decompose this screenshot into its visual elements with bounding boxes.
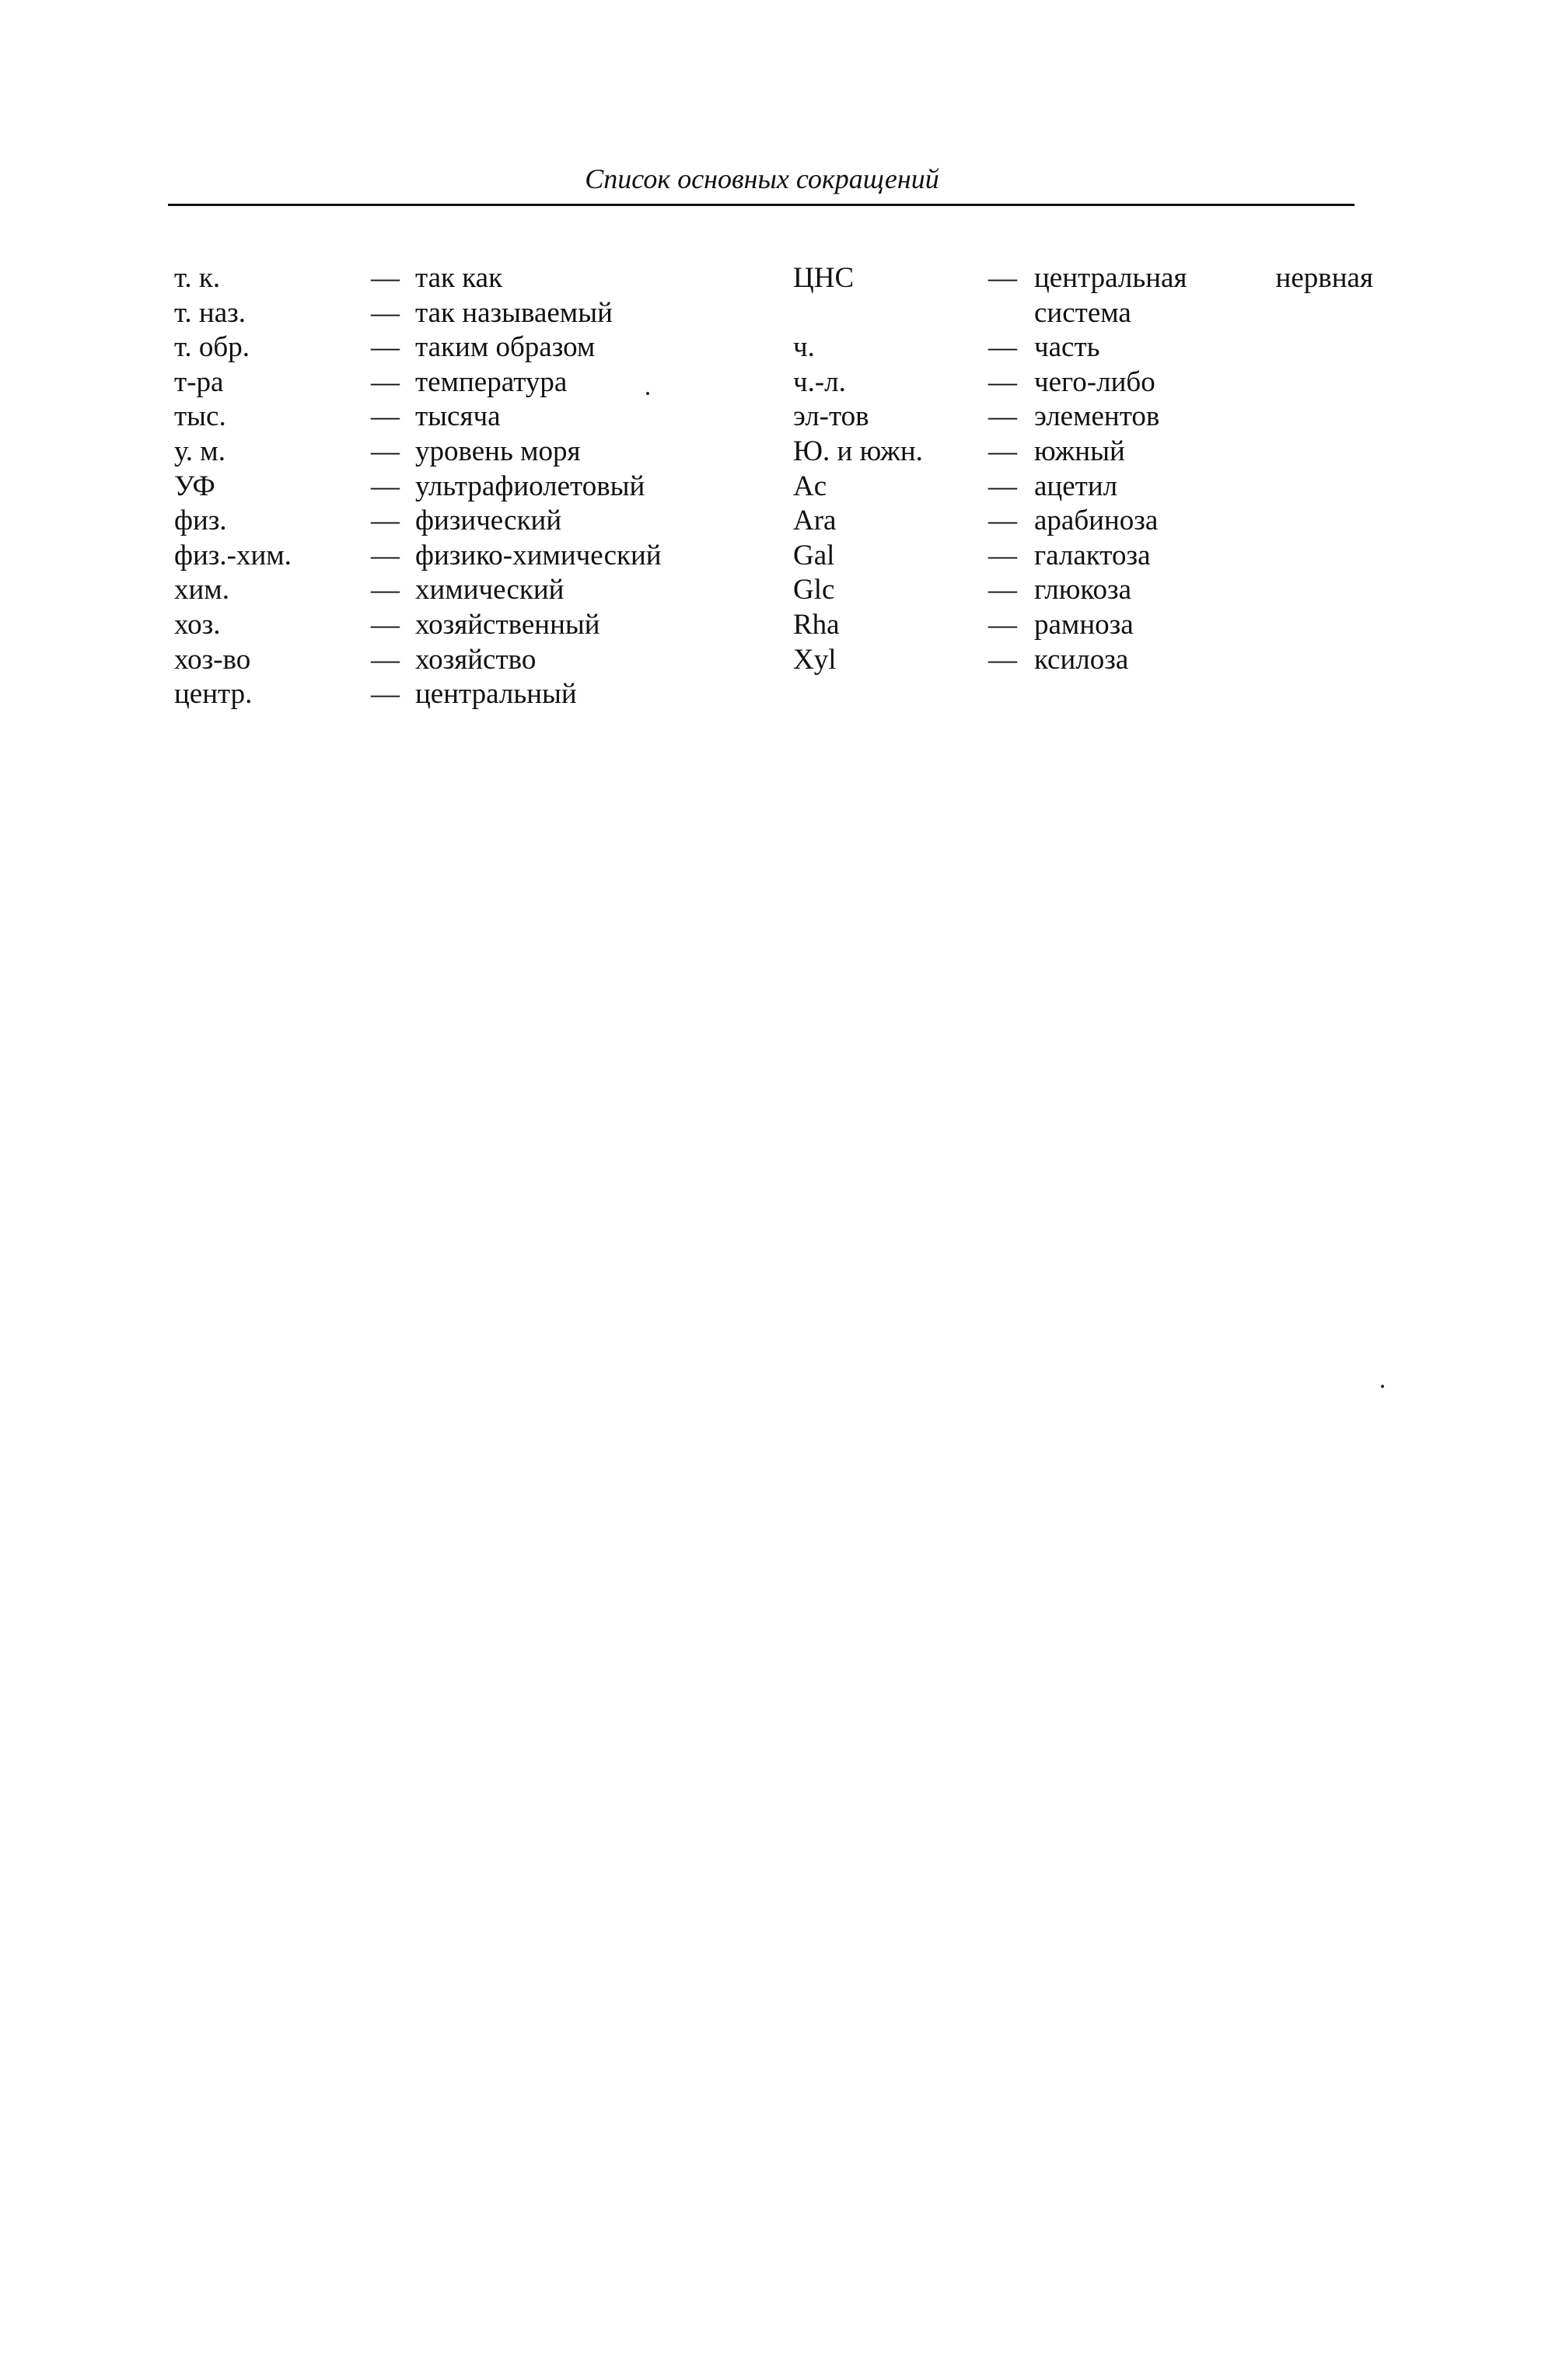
meaning: глюкоза — [1034, 574, 1132, 606]
dash: — — [371, 608, 400, 641]
dash: — — [371, 331, 400, 364]
meaning: центральный — [415, 678, 577, 711]
meaning: рамноза — [1034, 608, 1134, 641]
meaning: так называемый — [415, 296, 613, 329]
dash: — — [988, 262, 1017, 294]
dash: — — [371, 365, 400, 398]
meaning: тысяча — [415, 400, 501, 433]
meaning: галактоза — [1034, 539, 1151, 571]
abbreviation: Rha — [793, 608, 840, 641]
dash: — — [988, 435, 1017, 467]
abbreviation: ЦНС — [793, 262, 855, 294]
dash: — — [371, 435, 400, 467]
abbreviation: хоз. — [174, 608, 221, 641]
meaning: ацетил — [1034, 470, 1118, 502]
dash: — — [988, 643, 1017, 676]
dash: — — [988, 365, 1017, 398]
dash: — — [988, 470, 1017, 502]
dash: — — [371, 574, 400, 606]
abbreviation: Gal — [793, 539, 835, 571]
meaning: химический — [415, 574, 565, 606]
dash: — — [371, 643, 400, 676]
dash: — — [371, 400, 400, 433]
meaning: чего-либо — [1034, 365, 1155, 398]
scan-speck — [646, 392, 649, 395]
abbreviation: Ю. и южн. — [793, 435, 923, 467]
meaning: арабиноза — [1034, 505, 1159, 537]
meaning: таким образом — [415, 331, 596, 364]
dash: — — [371, 539, 400, 571]
abbreviation: хим. — [174, 574, 229, 606]
dash: — — [988, 539, 1017, 571]
meaning: хозяйственный — [415, 608, 600, 641]
abbreviation: УФ — [174, 470, 215, 502]
dash: — — [371, 296, 400, 329]
abbreviation: т. обр. — [174, 331, 250, 364]
meaning: центральная нервная система — [1034, 262, 1373, 329]
meaning: южный — [1034, 435, 1125, 467]
meaning: элементов — [1034, 400, 1160, 433]
dash: — — [988, 608, 1017, 641]
meaning: физико-химический — [415, 539, 662, 571]
abbreviation: т. к. — [174, 262, 221, 294]
dash: — — [371, 678, 400, 711]
meaning: хозяйство — [415, 643, 537, 676]
abbreviation: тыс. — [174, 400, 226, 433]
dash: — — [371, 262, 400, 294]
scan-speck — [1381, 1385, 1384, 1388]
dash: — — [988, 505, 1017, 537]
meaning: так как — [415, 262, 503, 294]
meaning: часть — [1034, 331, 1100, 364]
meaning: температура — [415, 365, 568, 398]
abbreviation: т-ра — [174, 365, 224, 398]
meaning: ультрафиолетовый — [415, 470, 645, 502]
abbreviation: Xyl — [793, 643, 837, 676]
header-rule — [168, 204, 1355, 206]
dash: — — [988, 331, 1017, 364]
abbreviation: Glc — [793, 574, 835, 606]
meaning: ксилоза — [1034, 643, 1129, 676]
meaning: уровень моря — [415, 435, 581, 467]
abbreviation: эл-тов — [793, 400, 869, 433]
abbreviation: у. м. — [174, 435, 225, 467]
abbreviation: ч. — [793, 331, 815, 364]
page-title: Список основных сокращений — [585, 163, 939, 194]
abbreviation: т. наз. — [174, 296, 246, 329]
abbreviation: хоз-во — [174, 643, 251, 676]
dash: — — [371, 470, 400, 502]
abbreviation: ч.-л. — [793, 365, 846, 398]
abbreviation: физ. — [174, 505, 227, 537]
dash: — — [371, 505, 400, 537]
dash: — — [988, 400, 1017, 433]
abbreviation: Ara — [793, 505, 837, 537]
meaning: физический — [415, 505, 562, 537]
abbreviation: физ.-хим. — [174, 539, 292, 571]
abbreviation: Ac — [793, 470, 827, 502]
abbreviation: центр. — [174, 678, 253, 711]
dash: — — [988, 574, 1017, 606]
